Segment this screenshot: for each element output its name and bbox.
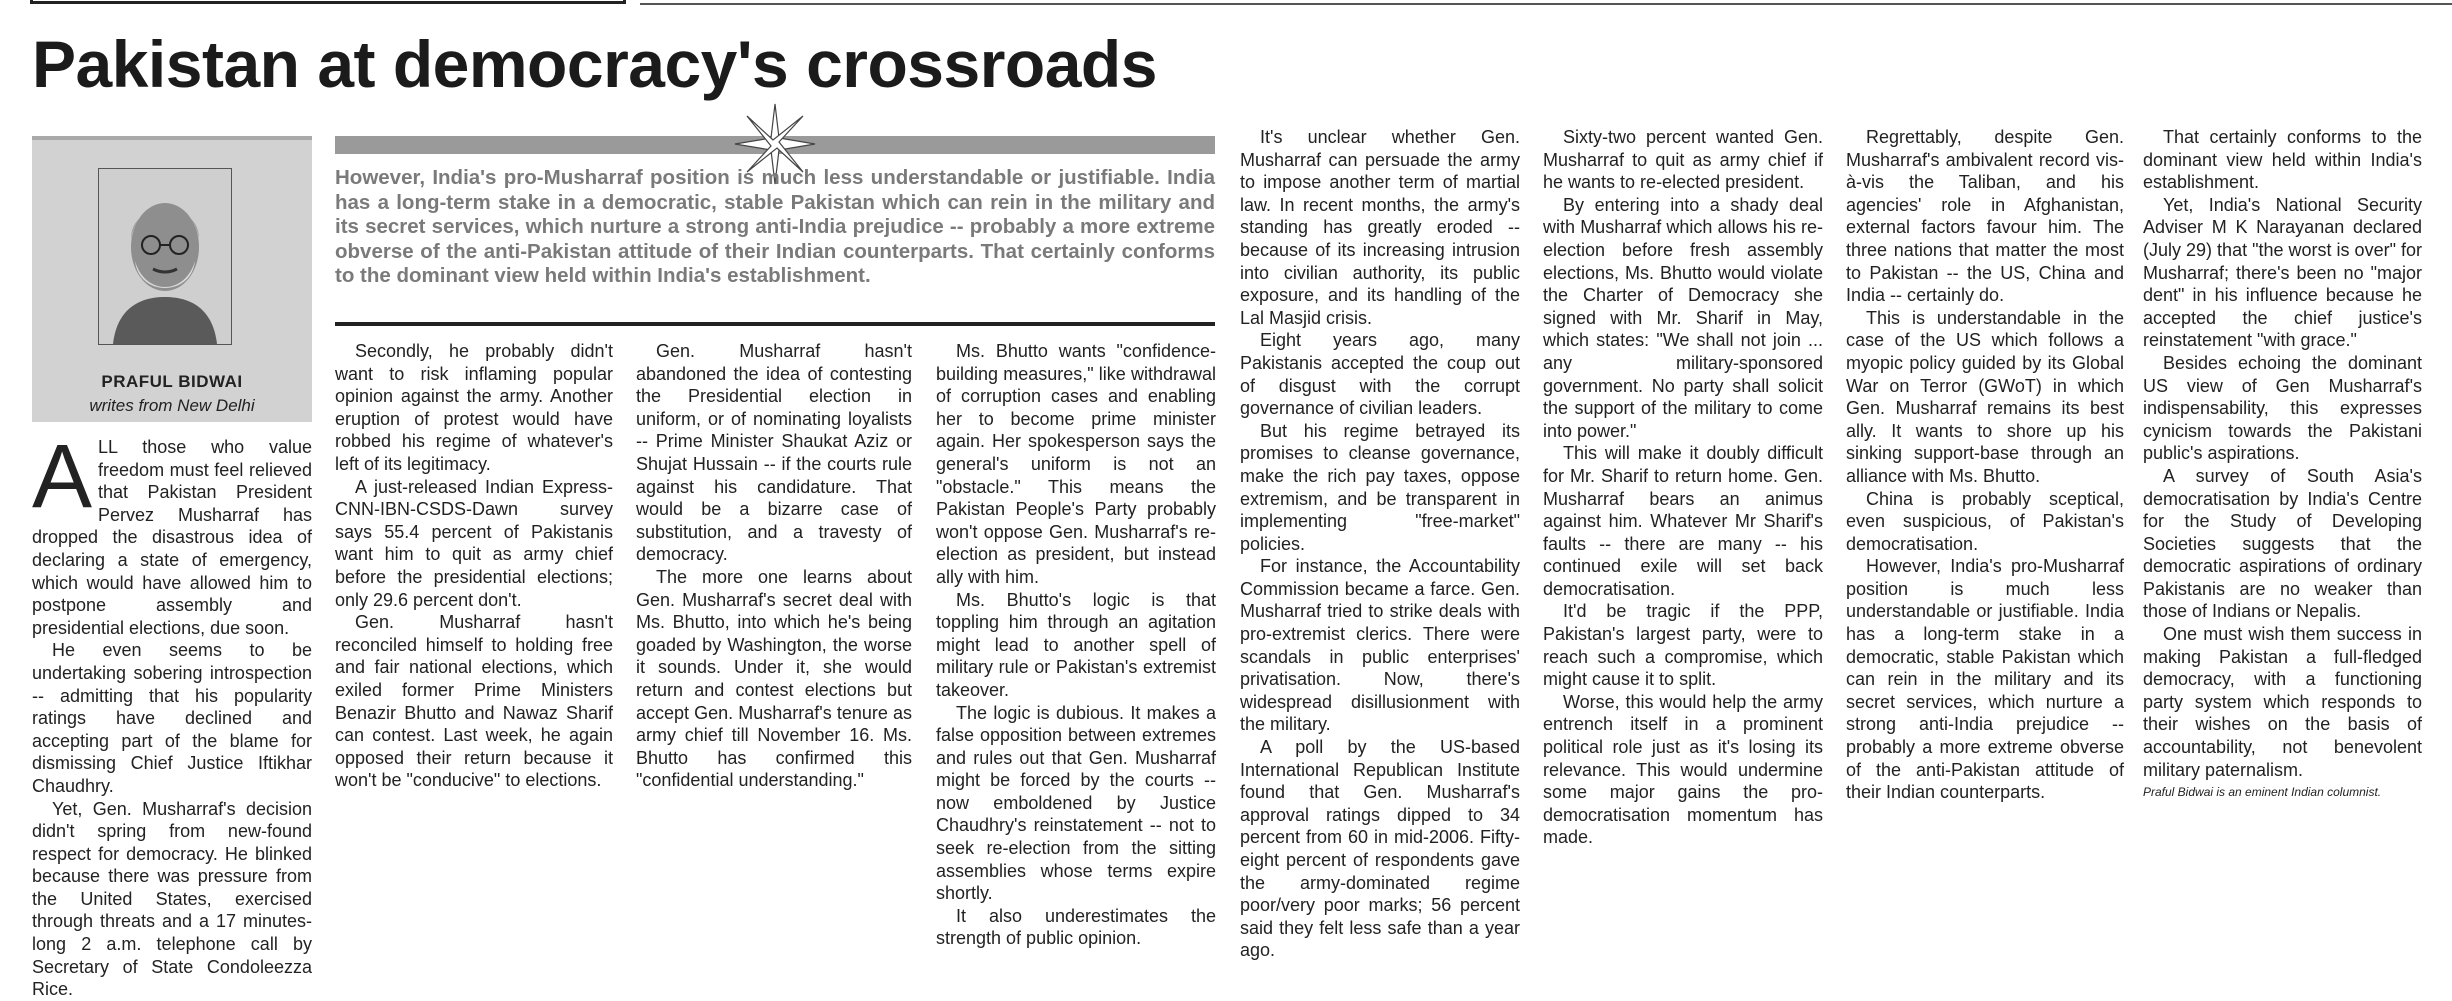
text-column-2 [335,340,613,971]
paragraph: China is probably sceptical, even suspicious, of Pakistan's democratisation. [1846,488,2124,554]
article-headline: Pakistan at democracy's crossroads [32,27,1157,101]
author-credit: Praful Bidwai is an eminent Indian columnist. [2143,785,2382,800]
paragraph: Besides echoing the dominant US view of Gen Musharraf's indispensability, this expresses cynicism towards the Pakistani public's aspirations. [2143,352,2422,464]
author-photo [98,168,232,345]
paragraph: This will make it doubly difficult for Mr. Sharif to return home. Gen. Musharraf bears an animus against him. Whatever Mr Sharif's faults -- there are many -- his continued exile will set back democratisation. [1543,443,1823,599]
paragraph: That certainly conforms to the dominant view held within India's establishment. [2143,127,2422,193]
text-column-5 [1240,126,1520,971]
author-name: PRAFUL BIDWAI [101,372,243,391]
pullquote-bottom-rule [335,322,1215,326]
paragraph: It's unclear whether Gen. Musharraf can persuade the army to impose another term of martial law. In recent months, the army's standing has greatly eroded -- because of its increasing intrusion into civilian authority, its public exposure, and its handling of the Lal Masjid crisis. [1240,127,1520,328]
text-column-4 [936,340,1216,971]
paragraph: It also underestimates the strength of public opinion. [936,905,1216,949]
paragraph: Yet, India's National Security Adviser M K Narayanan declared (July 29) that "the worst is over" for Musharraf; there's been no "major dent" in his influence because he accepted the chief justice's reinstatement "with grace." [2143,194,2422,351]
paragraph: A just-released Indian Express-CNN-IBN-CSDS-Dawn survey says 55.4 percent of Pakistanis want him to quit as army chief before the presidential elections; only 29.6 percent don't. [335,476,613,610]
text-column-3 [636,340,912,971]
paragraph: The logic is dubious. It makes a false opposition between extremes and rules out that Gen. Musharraf might be forced by the courts -- now emboldened by Justice Chaudhry's reinstatement -- not to seek re-election from the sitting assemblies whose terms expire shortly. [936,702,1216,904]
paragraph: Regrettably, despite Gen. Musharraf's ambivalent record vis-à-vis the Taliban, and his agencies' role in Afghanistan, external factors favour him. The three nations that matter the most to Pakistan -- the US, China and India -- certainly do. [1846,127,2124,306]
paragraph: Worse, this would help the army entrench itself in a prominent political role just as it's losing its relevance. This would undermine some major gains the pro-democratisation momentum has made. [1543,691,1823,848]
paragraph: He even seems to be undertaking sobering introspection -- admitting that his popularity ratings have declined and accepting part of the blame for dismissing Chief Justice Iftikhar Chaudhry. [32,640,312,796]
author-location: writes from New Delhi [89,396,255,415]
paragraph: But his regime betrayed its promises to cleanse governance, make the rich pay taxes, oppose extremism, and be transparent in implementing "free-market" policies. [1240,420,1520,554]
pullquote: However, India's pro-Musharraf position is much less understandable or justifiable. India has a long-term stake in a democratic, stable Pakistan which can rein in the military and its secret services, which nurture a strong anti-India prejudice -- probably a more extreme obverse of the anti-Pakistan attitude of their Indian counterparts. That certainly conforms to the dominant view held within India's establishment. [335,166,1215,288]
masthead-rule-left [30,0,626,4]
text-column-1 [32,427,312,1000]
paragraph: The more one learns about Gen. Musharraf's secret deal with Ms. Bhutto, into which he's being goaded by Washington, the worse it sounds. Under it, she would return and contest elections but accept Gen. Musharraf's tenure as army chief till November 16. Ms. Bhutto has confirmed this "confidential understanding." [636,566,912,791]
paragraph: By entering into a shady deal with Musharraf which allows his re-election before fresh assembly elections, Ms. Bhutto would violate the Charter of Democracy she signed with Mr. Sharif in May, which states: "We shall not join ... any military-sponsored government. No party shall solicit the support of the military to come into power." [1543,194,1823,441]
paragraph: Yet, Gen. Musharraf's decision didn't spring from new-found respect for democracy. He blinked because there was pressure from the United States, exercised through threats and a 17 minutes-long 2 a.m. telephone call by Secretary of State Condoleezza Rice. [32,798,312,1000]
paragraph: Ms. Bhutto wants "confidence-building measures," like withdrawal of corruption cases and enabling her to become prime minister again. Her spokesperson says the general's uniform is not an "obstacle." This means the Pakistan People's Party probably won't oppose Gen. Musharraf's re-election as president, but instead ally with him. [936,341,1216,587]
paragraph: Eight years ago, many Pakistanis accepted the coup out of disgust with the corrupt governance of civilian leaders. [1240,330,1520,419]
text-column-8 [2143,126,2422,971]
paragraph: One must wish them success in making Pakistan a full-fledged democracy, with a functioning party system which responds to their wishes on the basis of accountability, not benevolent military paternalism. [2143,624,2422,780]
paragraph: Secondly, he probably didn't want to risk inflaming popular opinion against the army. Another eruption of protest would have robbed his regime of whatever's left of its legitimacy. [335,341,613,474]
paragraph: However, India's pro-Musharraf position is much less understandable or justifiable. India has a long-term stake in a democratic, stable Pakistan which can rein in the military and its secret services, which nurture a strong anti-India prejudice -- probably a more extreme obverse of the anti-Pakistan attitude of their Indian counterparts. [1846,556,2124,803]
paragraph: Sixty-two percent wanted Gen. Musharraf to quit as army chief if he wants to re-elected president. [1543,127,1823,193]
text-column-7 [1846,126,2124,971]
paragraph: A survey of South Asia's democratisation by India's Centre for the Study of Developing Societies suggests that the democratic aspirations of ordinary Pakistanis are no weaker than those of Indians or Nepalis. [2143,465,2422,622]
paragraph: For instance, the Accountability Commission became a farce. Gen. Musharraf tried to strike deals with pro-extremist clerics. There were scandals in public enterprises' privatisation. Now, there's widespread disillusionment with the military. [1240,556,1520,735]
masthead-rule-right [640,3,2452,5]
text-column-6 [1543,126,1823,971]
paragraph: It'd be tragic if the PPP, Pakistan's largest party, were to reach such a compromise, which might cause it to split. [1543,601,1823,690]
paragraph: ALL those who value freedom must feel relieved that Pakistan President Pervez Musharraf has dropped the disastrous idea of declaring a state of emergency, which would have allowed him to postpone assembly and presidential elections, due soon. [32,427,312,638]
paragraph: This is understandable in the case of the US which follows a myopic policy guided by its Global War on Terror (GWoT) in which Gen. Musharraf remains its best ally. It wants to shore up his sinking support-base through an alliance with Ms. Bhutto. [1846,307,2124,486]
paragraph: A poll by the US-based International Republican Institute found that Gen. Musharraf's approval ratings dipped to 34 percent from 60 in mid-2006. Fifty-eight percent of respondents gave the army-dominated regime poor/very poor marks; 56 percent said they felt less safe than a year ago. [1240,737,1520,961]
author-byline [32,136,312,422]
paragraph: Gen. Musharraf hasn't abandoned the idea of contesting the Presidential election in uniform, or of nominating loyalists -- Prime Minister Shaukat Aziz or Shujat Hussain -- if the courts rule against his candidature. That would be a bizarre case of substitution, and a travesty of democracy. [636,341,912,565]
paragraph: Gen. Musharraf hasn't reconciled himself to holding free and fair national elections, which exiled former Prime Ministers Benazir Bhutto and Nawaz Sharif can contest. Last week, he again opposed their return because it won't be "conducive" to elections. [335,612,613,791]
paragraph: Ms. Bhutto's logic is that toppling him through an agitation might lead to another spell of military rule or Pakistan's extremist takeover. [936,589,1216,700]
